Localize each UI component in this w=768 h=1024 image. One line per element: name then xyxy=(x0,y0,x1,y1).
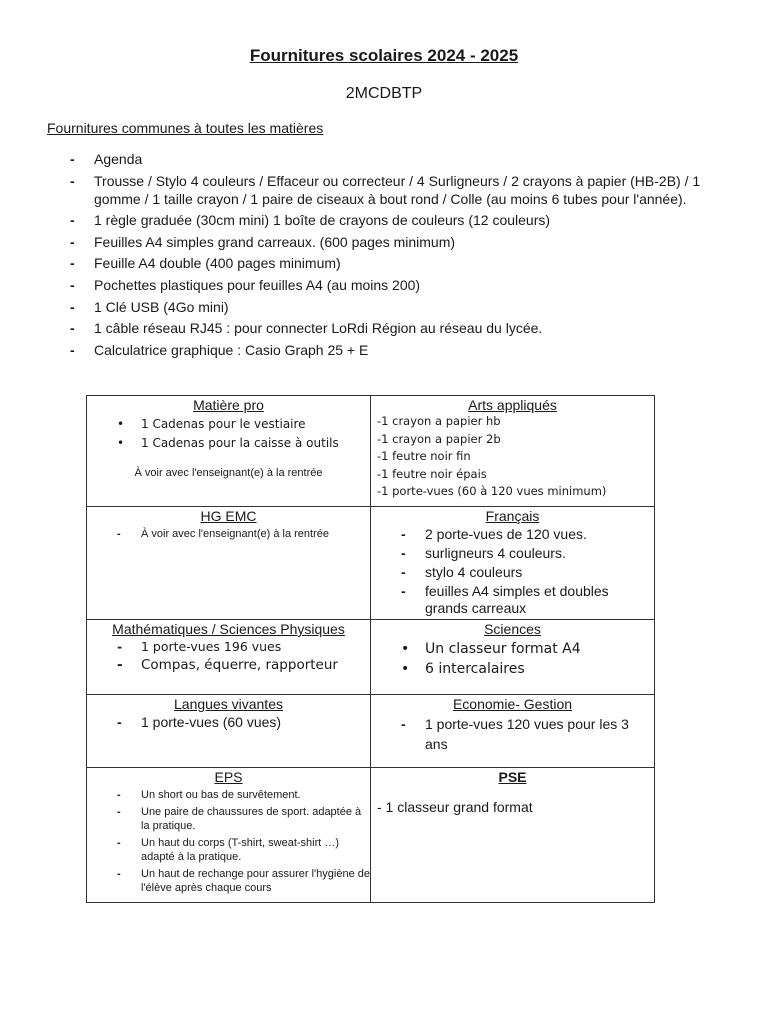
maths-cell xyxy=(87,620,371,695)
list-item: - À voir avec l'enseignant(e) à la rentrée xyxy=(87,527,370,541)
list-item: - 1 Clé USB (4Go mini) xyxy=(70,298,725,316)
hg-emc-heading: HG EMC xyxy=(200,508,257,524)
list-item: - feuilles A4 simples et doubles grands carreaux xyxy=(371,583,654,617)
arts-cell xyxy=(371,396,655,507)
arts-heading: Arts appliqués xyxy=(468,397,557,413)
pse-heading: PSE xyxy=(498,769,527,785)
subjects-table xyxy=(86,395,655,903)
list-item: -1 feutre noir épais xyxy=(377,466,487,481)
table-row xyxy=(87,695,655,768)
hg-emc-cell xyxy=(87,507,371,620)
table-row xyxy=(87,396,655,507)
list-item: - 2 porte-vues de 120 vues. xyxy=(371,526,654,543)
langues-heading: Langues vivantes xyxy=(174,696,283,712)
eps-heading: EPS xyxy=(214,769,243,785)
francais-cell xyxy=(371,507,655,620)
sciences-cell xyxy=(371,620,655,695)
langues-list xyxy=(87,714,370,731)
francais-list xyxy=(371,526,654,617)
economie-cell xyxy=(371,695,655,768)
list-item: • 1 Cadenas pour la caisse à outils xyxy=(87,435,370,451)
common-supplies-list xyxy=(70,150,725,362)
list-item: - stylo 4 couleurs xyxy=(371,564,654,581)
eps-list xyxy=(87,788,370,895)
economie-list xyxy=(371,714,654,754)
sciences-list xyxy=(371,641,654,677)
pse-cell xyxy=(371,768,655,903)
list-item: - Calculatrice graphique : Casio Graph 25 + E xyxy=(70,341,725,359)
list-item: • 1 Cadenas pour le vestiaire xyxy=(87,416,370,432)
table-row xyxy=(87,620,655,695)
list-item: - Une paire de chaussures de sport. adaptée à la pratique. xyxy=(87,805,370,833)
list-item: - Trousse / Stylo 4 couleurs / Effaceur ou correcteur / 4 Surligneurs / 2 crayons à papier (HB-2B) / 1 gomme / 1 taille crayon / 1 paire de ciseaux à bout rond / Colle (au moins 6 tubes pour l'année). xyxy=(70,172,725,208)
document-title: Fournitures scolaires 2024 - 2025 xyxy=(249,46,519,65)
langues-cell xyxy=(87,695,371,768)
arts-list xyxy=(371,413,654,501)
list-item: - Compas, équerre, rapporteur xyxy=(87,657,370,673)
list-item: - Feuilles A4 simples grand carreaux. (600 pages minimum) xyxy=(70,233,725,251)
matiere-pro-list xyxy=(87,416,370,451)
hg-emc-list xyxy=(87,527,370,541)
table-row xyxy=(87,768,655,903)
list-item: - 1 porte-vues (60 vues) xyxy=(87,714,370,731)
list-item: - Un short ou bas de survêtement. xyxy=(87,788,370,802)
list-item: -1 feutre noir fin xyxy=(377,449,471,463)
maths-list xyxy=(87,639,370,673)
sciences-heading: Sciences xyxy=(484,621,541,637)
list-item: -1 crayon a papier 2b xyxy=(377,431,501,446)
list-item: - 1 règle graduée (30cm mini) 1 boîte de crayons de couleurs (12 couleurs) xyxy=(70,211,725,229)
francais-heading: Français xyxy=(485,508,540,524)
list-item: - Pochettes plastiques pour feuilles A4 (au moins 200) xyxy=(70,276,725,294)
list-item: • 6 intercalaires xyxy=(371,661,654,677)
common-supplies-heading: Fournitures communes à toutes les matières xyxy=(47,120,324,136)
list-item: -1 porte-vues (60 à 120 vues minimum) xyxy=(377,484,607,498)
list-item: - 1 câble réseau RJ45 : pour connecter LoRdi Région au réseau du lycée. xyxy=(70,319,725,337)
list-item: • Un classeur format A4 xyxy=(371,641,654,657)
matiere-pro-note: À voir avec l'enseignant(e) à la rentrée xyxy=(134,467,323,479)
class-code: 2MCDBTP xyxy=(345,85,423,102)
economie-heading: Economie- Gestion xyxy=(452,696,573,712)
list-item: - Un haut de rechange pour assurer l'hygiène de l'élève après chaque cours xyxy=(87,867,370,895)
maths-heading: Mathématiques / Sciences Physiques xyxy=(112,621,345,637)
table-row xyxy=(87,507,655,620)
list-item: - Agenda xyxy=(70,150,725,168)
list-item: - Un haut du corps (T-shirt, sweat-shirt …) adapté à la pratique. xyxy=(87,836,370,864)
matiere-pro-cell xyxy=(87,396,371,507)
list-item: - 1 porte-vues 120 vues pour les 3 ans xyxy=(371,714,654,754)
list-item: -1 crayon a papier hb xyxy=(377,414,501,428)
list-item: - 1 porte-vues 196 vues xyxy=(87,639,370,655)
list-item: - Feuille A4 double (400 pages minimum) xyxy=(70,254,725,272)
list-item: - surligneurs 4 couleurs. xyxy=(371,545,654,562)
list-item: - 1 classeur grand format xyxy=(377,799,533,815)
eps-cell xyxy=(87,768,371,903)
matiere-pro-heading: Matière pro xyxy=(193,397,264,413)
